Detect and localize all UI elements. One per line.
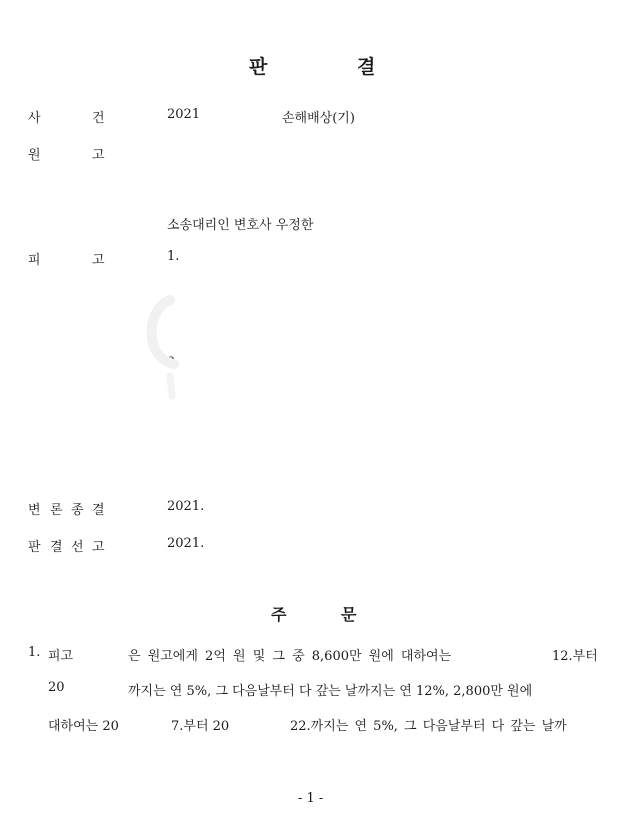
- order-line2-b: 까지는 연 5%, 그 다음날부터 다 갚는 날까지는 연 12%, 2,800만 원에: [128, 684, 533, 699]
- order-line3-b: 7.부터 20: [171, 719, 230, 734]
- sentence-label-2: 결: [50, 540, 63, 555]
- closing-label-4: 결: [92, 503, 105, 518]
- defendant-label-1: 피: [28, 253, 41, 268]
- plaintiff-label-1: 원: [28, 148, 41, 163]
- closing-label-1: 변: [28, 503, 41, 518]
- order-line1-num: 1.: [28, 645, 41, 660]
- case-name: 손해배상(기): [282, 111, 355, 126]
- closing-label-2: 론: [50, 503, 63, 518]
- title-char-1: 판: [249, 56, 269, 78]
- page-number: - 1 -: [298, 791, 324, 806]
- attorney-line: 소송대리인 변호사 우정한: [167, 218, 314, 233]
- defendant-item-2: 2.: [167, 355, 180, 370]
- closing-label-3: 종: [71, 503, 84, 518]
- watermark-mark: [140, 292, 186, 402]
- sentence-label-3: 선: [71, 540, 84, 555]
- closing-date: 2021.: [167, 499, 205, 514]
- case-label-2: 건: [92, 111, 105, 126]
- order-title-1: 주: [271, 605, 288, 624]
- order-line1-a: 피고: [48, 649, 74, 664]
- case-label-1: 사: [28, 111, 41, 126]
- order-line2-a: 20: [48, 680, 65, 695]
- order-title-2: 문: [341, 605, 358, 624]
- sentence-date: 2021.: [167, 536, 205, 551]
- sentence-label-4: 고: [92, 540, 105, 555]
- plaintiff-label-2: 고: [92, 148, 105, 163]
- order-line3-a: 대하여는 20: [48, 719, 119, 734]
- order-line1-c: 12.부터: [552, 649, 598, 664]
- order-line3-c: 22.까지는 연 5%, 그 다음날부터 다 갚는 날까: [290, 719, 567, 734]
- sentence-label-1: 판: [28, 540, 41, 555]
- defendant-label-2: 고: [92, 253, 105, 268]
- defendant-item-1: 1.: [167, 249, 180, 264]
- title-char-2: 결: [357, 56, 377, 78]
- case-number: 2021: [167, 107, 201, 122]
- order-line1-b: 은 원고에게 2억 원 및 그 중 8,600만 원에 대하여는: [128, 649, 452, 664]
